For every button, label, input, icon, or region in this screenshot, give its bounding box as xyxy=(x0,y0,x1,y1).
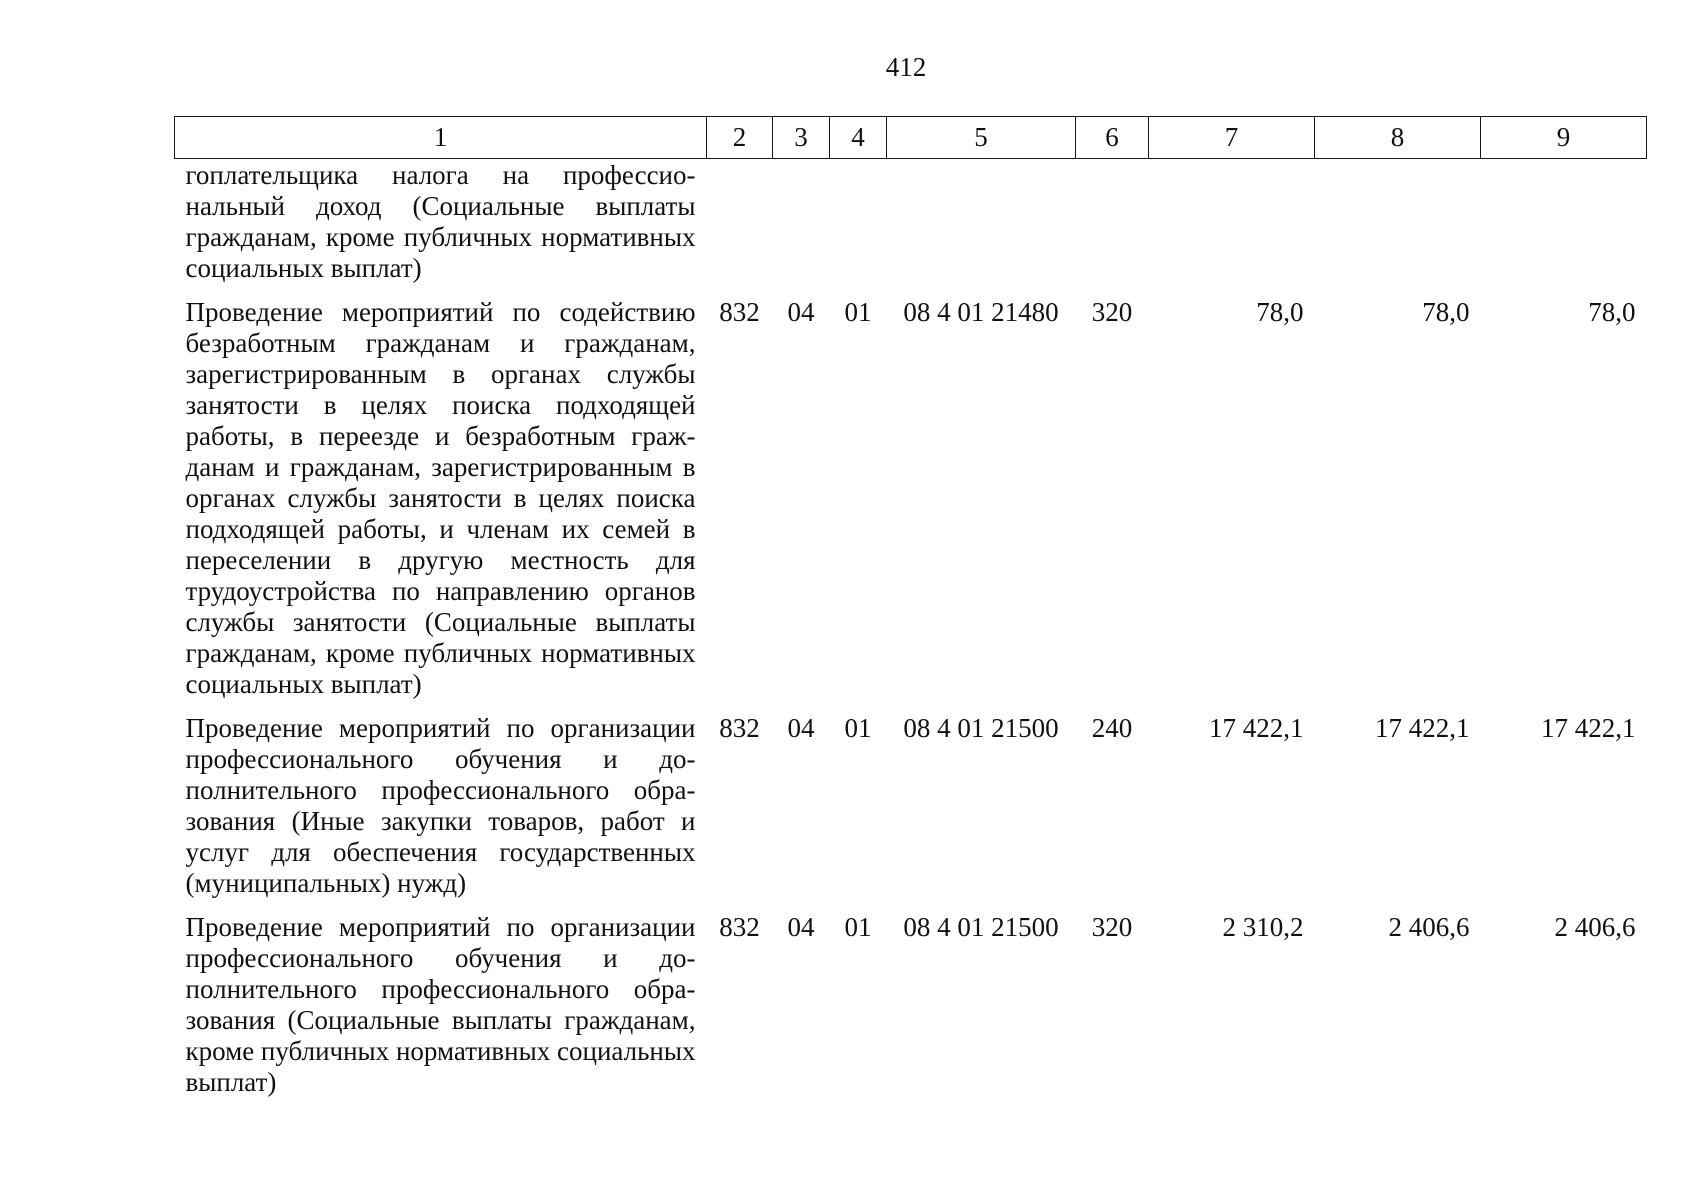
cell-expense-type: 320 xyxy=(1091,912,1133,942)
table-row xyxy=(175,294,1647,710)
cell-expense-type: 320 xyxy=(1091,297,1133,327)
page-number: 412 xyxy=(885,52,927,82)
budget-table xyxy=(174,116,1647,1108)
cell-amount-col9: 17 422,1 xyxy=(1541,713,1636,743)
header-cell: 6 xyxy=(1076,117,1149,159)
cell-ministry-code: 832 xyxy=(719,713,760,743)
cell-amount-col8: 17 422,1 xyxy=(1375,713,1470,743)
header-cell: 8 xyxy=(1315,117,1481,159)
row-description: Проведение мероприятий по организации профессионального обучения и дополнительного профессионального образования (Социальные выплаты гражданам, кроме публичных нормативных социальных выплат) xyxy=(185,912,696,1097)
header-cell: 1 xyxy=(175,117,707,159)
cell-amount-col8: 2 406,6 xyxy=(1388,912,1470,942)
header-cell: 3 xyxy=(773,117,830,159)
cell-subsection-code: 01 xyxy=(844,713,872,743)
cell-amount-col9: 78,0 xyxy=(1588,297,1636,327)
cell-target-article: 08 4 01 21500 xyxy=(903,912,1059,942)
cell-subsection-code: 01 xyxy=(844,912,872,942)
header-cell: 4 xyxy=(830,117,887,159)
table-header-row xyxy=(175,117,1647,159)
row-description: Проведение мероприятий по организации профессионального обучения и дополнительного профессионального образования (Иные закупки товаров, работ и услуг для обеспечения государственных (муниципальных) нужд) xyxy=(185,713,696,898)
row-description: гоплательщика налога на профессиональный доход (Социальные выплаты гражданам, кроме публичных нормативных социальных выплат) xyxy=(185,160,696,283)
row-description: Проведение мероприятий по содействию безработным гражданам и гражданам, зарегистрированным в органах службы занятости в целях поиска подходящей работы, в переезде и безработным гражданам и гражданам, зарегистрированным в органах службы занятости в целях поиска подходящей работы, и членам их семей в переселении в другую местность для трудоустройства по направлению органов службы занятости (Социальные выплаты гражданам, кроме публичных нормативных социальных выплат) xyxy=(185,297,696,699)
table-row-continued xyxy=(175,159,1647,295)
table-row xyxy=(175,710,1647,909)
cell-section-code: 04 xyxy=(787,297,815,327)
header-cell: 7 xyxy=(1149,117,1315,159)
header-cell: 9 xyxy=(1481,117,1647,159)
cell-ministry-code: 832 xyxy=(719,297,760,327)
cell-section-code: 04 xyxy=(787,713,815,743)
cell-amount-col7: 2 310,2 xyxy=(1222,912,1304,942)
cell-ministry-code: 832 xyxy=(719,912,760,942)
cell-subsection-code: 01 xyxy=(844,297,872,327)
cell-amount-col7: 78,0 xyxy=(1256,297,1304,327)
header-cell: 5 xyxy=(887,117,1076,159)
cell-amount-col7: 17 422,1 xyxy=(1209,713,1304,743)
cell-expense-type: 240 xyxy=(1091,713,1133,743)
cell-section-code: 04 xyxy=(787,912,815,942)
cell-amount-col8: 78,0 xyxy=(1422,297,1470,327)
header-cell: 2 xyxy=(707,117,773,159)
cell-amount-col9: 2 406,6 xyxy=(1554,912,1636,942)
cell-target-article: 08 4 01 21500 xyxy=(903,713,1059,743)
cell-target-article: 08 4 01 21480 xyxy=(903,297,1059,327)
table-row xyxy=(175,909,1647,1108)
